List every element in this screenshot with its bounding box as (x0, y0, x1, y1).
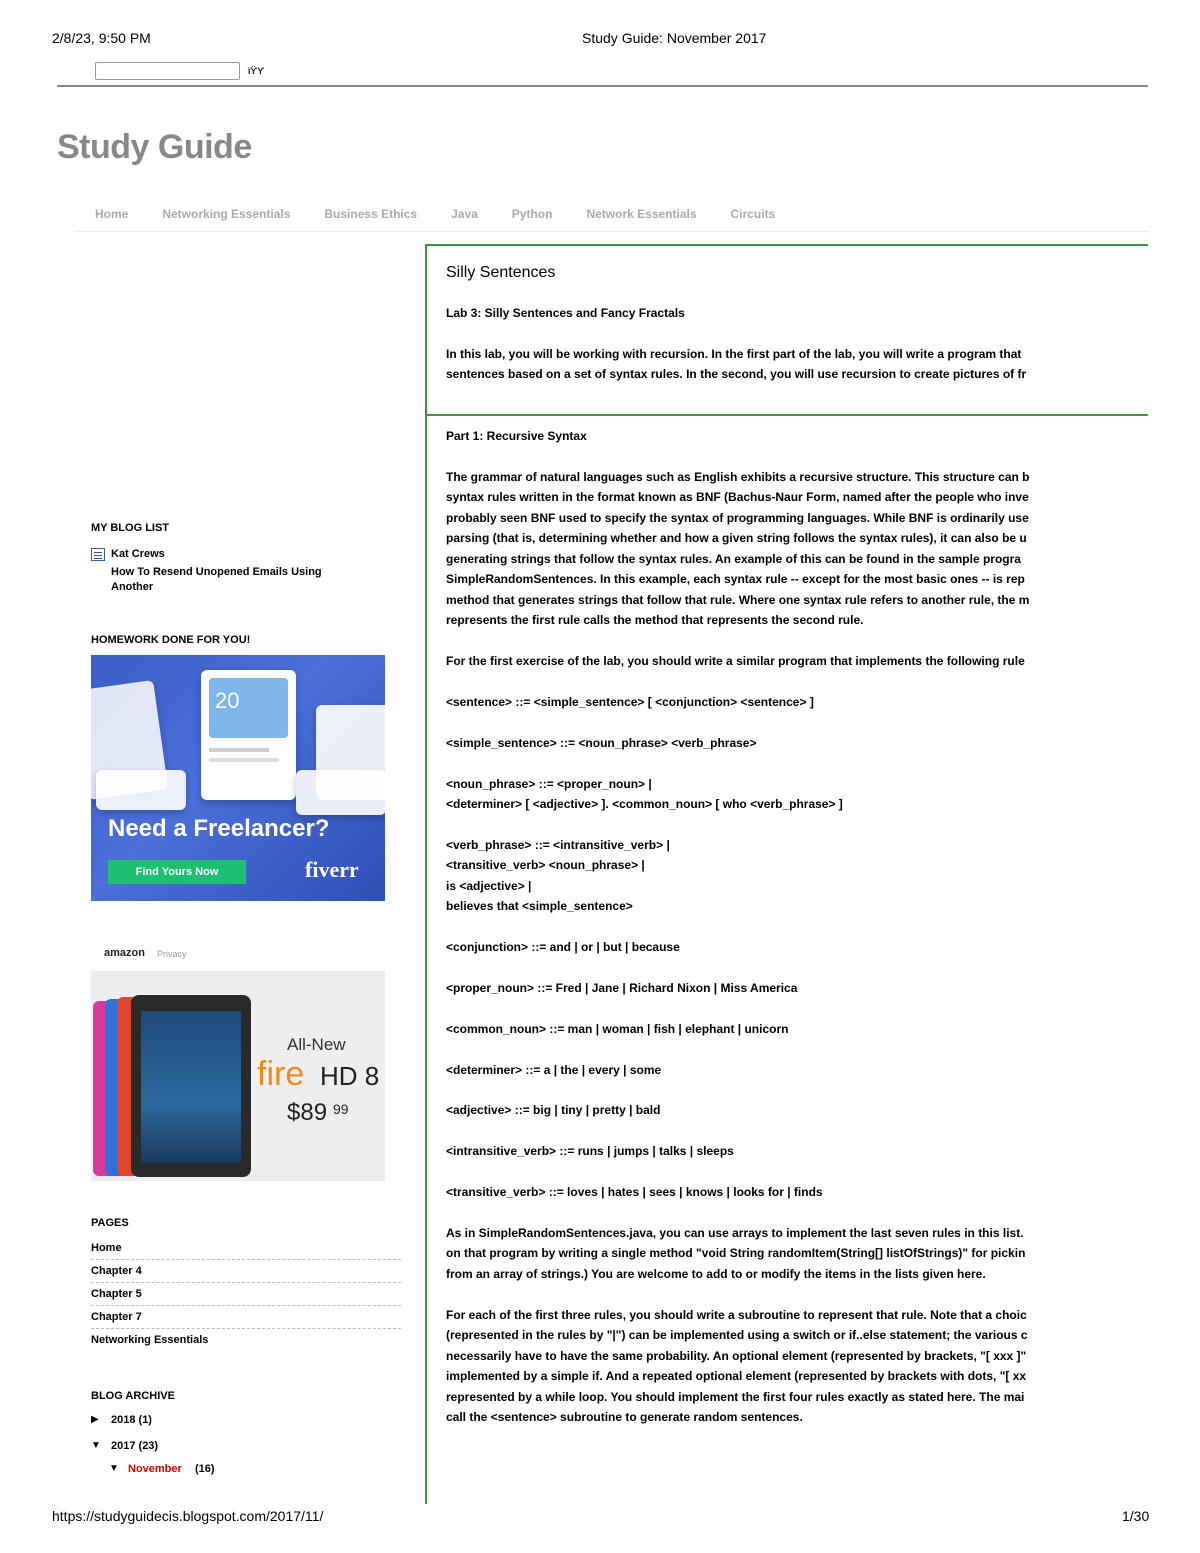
tab-networking-essentials[interactable]: Networking Essentials (162, 207, 291, 221)
rule-line: <determiner> ::= a | the | every | some (446, 1063, 662, 1077)
tab-python[interactable]: Python (511, 207, 553, 221)
search-input[interactable] (95, 62, 240, 80)
ad-badge-number: 20 (215, 688, 240, 713)
amazon-ad[interactable] (91, 971, 385, 1181)
print-page-title: Study Guide: November 2017 (582, 30, 767, 46)
print-url: https://studyguidecis.blogspot.com/2017/11/ (52, 1508, 324, 1524)
nav-divider (74, 231, 1148, 232)
para-line: For the first exercise of the lab, you should write a similar program that implements the following rule (446, 654, 1025, 668)
para-line: (represented in the rules by "|") can be implemented using a switch or if..else statement; the various c (446, 1328, 1028, 1342)
post-title[interactable]: Silly Sentences (446, 264, 556, 281)
para-line: on that program by writing a single method "void String randomItem(String[] listOfStrings)" for pickin (446, 1246, 1026, 1260)
para-line: generating strings that follow the syntax rules. An example of this can be found in the sample progra (446, 552, 1021, 566)
intro-line: In this lab, you will be working with recursion. In the first part of the lab, you will write a program that (446, 347, 1022, 361)
archive-heading: BLOG ARCHIVE (91, 1390, 175, 1402)
tablet-black (131, 995, 251, 1177)
rule-line: <transitive_verb> ::= loves | hates | sees | knows | looks for | finds (446, 1185, 823, 1199)
intro-line: sentences based on a set of syntax rules. In the second, you will use recursion to create pictures of fr (446, 367, 1027, 381)
ad-product-hd: HD 8 (320, 1061, 380, 1091)
header-divider (57, 85, 1148, 87)
divider (91, 1282, 401, 1283)
blog-list-heading: MY BLOG LIST (91, 522, 170, 534)
para-line: The grammar of natural languages such as English exhibits a recursive structure. This structure can b (446, 470, 1030, 484)
rule-line: <simple_sentence> ::= <noun_phrase> <verb_phrase> (446, 736, 757, 750)
page-link-home[interactable]: Home (91, 1242, 122, 1254)
divider (91, 1305, 401, 1306)
para-line: represented by a while loop. You should implement the first four rules exactly as stated here. The mai (446, 1390, 1025, 1404)
blog-list-icon (91, 548, 105, 561)
blog-title[interactable]: Study Guide (57, 128, 252, 166)
para-line: For each of the first three rules, you should write a subroutine to represent that rule. Note that a choic (446, 1308, 1027, 1322)
para-line: necessarily have to have the same probability. An optional element (represented by brackets, "[ xxx ]" (446, 1349, 1027, 1363)
para-line: probably seen BNF used to specify the syntax of programming languages. While BNF is ordinarily use (446, 511, 1029, 525)
para-line: parsing (that is, determining whether and how a given string follows the syntax rules), it can also be u (446, 531, 1027, 545)
para-line: method that generates strings that follow that rule. Where one syntax rule refers to another rule, the m (446, 593, 1030, 607)
ad-price: $89 (287, 1099, 328, 1126)
ad-tagline: All-New (287, 1035, 346, 1054)
ad-card (96, 770, 186, 810)
section-divider (425, 414, 1148, 416)
rule-line: <sentence> ::= <simple_sentence> [ <conjunction> <sentence> ] (446, 695, 814, 709)
tab-network-essentials[interactable]: Network Essentials (586, 207, 697, 221)
rule-line: <proper_noun> ::= Fred | Jane | Richard Nixon | Miss America (446, 981, 798, 995)
page-link-chapter-5[interactable]: Chapter 5 (91, 1288, 142, 1300)
para-line: syntax rules written in the format known as BNF (Bachus-Naur Form, named after the people who inve (446, 490, 1029, 504)
homework-heading: HOMEWORK DONE FOR YOU! (91, 634, 251, 646)
divider (91, 1328, 401, 1329)
ad-card (296, 770, 385, 815)
blog-list-post-title[interactable]: How To Resend Unopened Emails Using (111, 566, 322, 578)
para-line: SimpleRandomSentences. In this example, each syntax rule -- except for the most basic ones -- is rep (446, 572, 1025, 586)
rule-line: <conjunction> ::= and | or | but | because (446, 940, 680, 954)
rule-line: <common_noun> ::= man | woman | fish | elephant | unicorn (446, 1022, 789, 1036)
rule-line: <transitive_verb> <noun_phrase> | (446, 858, 645, 872)
para-line: represents the first rule calls the method that represents the second rule. (446, 613, 864, 627)
rule-line: <intransitive_verb> ::= runs | jumps | talks | sleeps (446, 1144, 734, 1158)
para-line: from an array of strings.) You are welcome to add to or modify the items in the lists given here. (446, 1267, 986, 1281)
amazon-logo: amazon (104, 947, 145, 959)
ad-privacy-link[interactable]: Privacy (157, 949, 187, 959)
search-button[interactable]: ϊϔϒ (248, 66, 265, 76)
tab-circuits[interactable]: Circuits (730, 207, 776, 221)
tab-business-ethics[interactable]: Business Ethics (324, 207, 418, 221)
ad-product-fire: fire (257, 1055, 305, 1093)
fiverr-logo: fiverr (305, 857, 359, 882)
archive-month-november[interactable]: November (128, 1463, 182, 1475)
part1-heading: Part 1: Recursive Syntax (446, 429, 587, 443)
expanded-arrow-icon[interactable]: ▼ (91, 1440, 101, 1451)
rule-line: believes that <simple_sentence> (446, 899, 633, 913)
print-datetime: 2/8/23, 9:50 PM (52, 30, 151, 46)
page-link-chapter-4[interactable]: Chapter 4 (91, 1265, 142, 1277)
para-line: As in SimpleRandomSentences.java, you can use arrays to implement the last seven rules in this list. (446, 1226, 1024, 1240)
rule-line: <verb_phrase> ::= <intransitive_verb> | (446, 838, 670, 852)
rule-line: <determiner> [ <adjective> ]. <common_noun> [ who <verb_phrase> ] (446, 797, 843, 811)
find-yours-now-button[interactable]: Find Yours Now (108, 860, 246, 884)
page-link-chapter-7[interactable]: Chapter 7 (91, 1311, 142, 1323)
tab-home[interactable]: Home (95, 207, 129, 221)
tab-java[interactable]: Java (451, 207, 478, 221)
nav-tabs (95, 207, 775, 221)
ad-card (201, 670, 296, 800)
blog-list-link[interactable]: Kat Crews (111, 548, 165, 560)
expanded-arrow-icon[interactable]: ▼ (109, 1463, 119, 1474)
divider (91, 1259, 401, 1260)
lab-title: Lab 3: Silly Sentences and Fancy Fractals (446, 306, 685, 320)
para-line: implemented by a simple if. And a repeated optional element (represented by brackets with dots, "[ xx (446, 1369, 1027, 1383)
archive-year-2017[interactable]: 2017 (23) (111, 1440, 159, 1452)
pages-heading: PAGES (91, 1217, 129, 1229)
rule-line: is <adjective> | (446, 879, 532, 893)
rule-line: <adjective> ::= big | tiny | pretty | bald (446, 1103, 661, 1117)
ad-headline: Need a Freelancer? (108, 815, 330, 842)
print-page-number: 1/30 (1122, 1508, 1150, 1524)
blog-list-post-title-2[interactable]: Another (111, 581, 154, 593)
para-line: call the <sentence> subroutine to generate random sentences. (446, 1410, 803, 1424)
ad-price-cents: 99 (333, 1101, 349, 1117)
page-link-networking-essentials[interactable]: Networking Essentials (91, 1334, 209, 1346)
archive-month-count: (16) (195, 1463, 215, 1475)
archive-year-2018[interactable]: 2018 (1) (111, 1414, 152, 1426)
rule-line: <noun_phrase> ::= <proper_noun> | (446, 777, 652, 791)
collapsed-arrow-icon[interactable]: ▶ (91, 1414, 99, 1425)
